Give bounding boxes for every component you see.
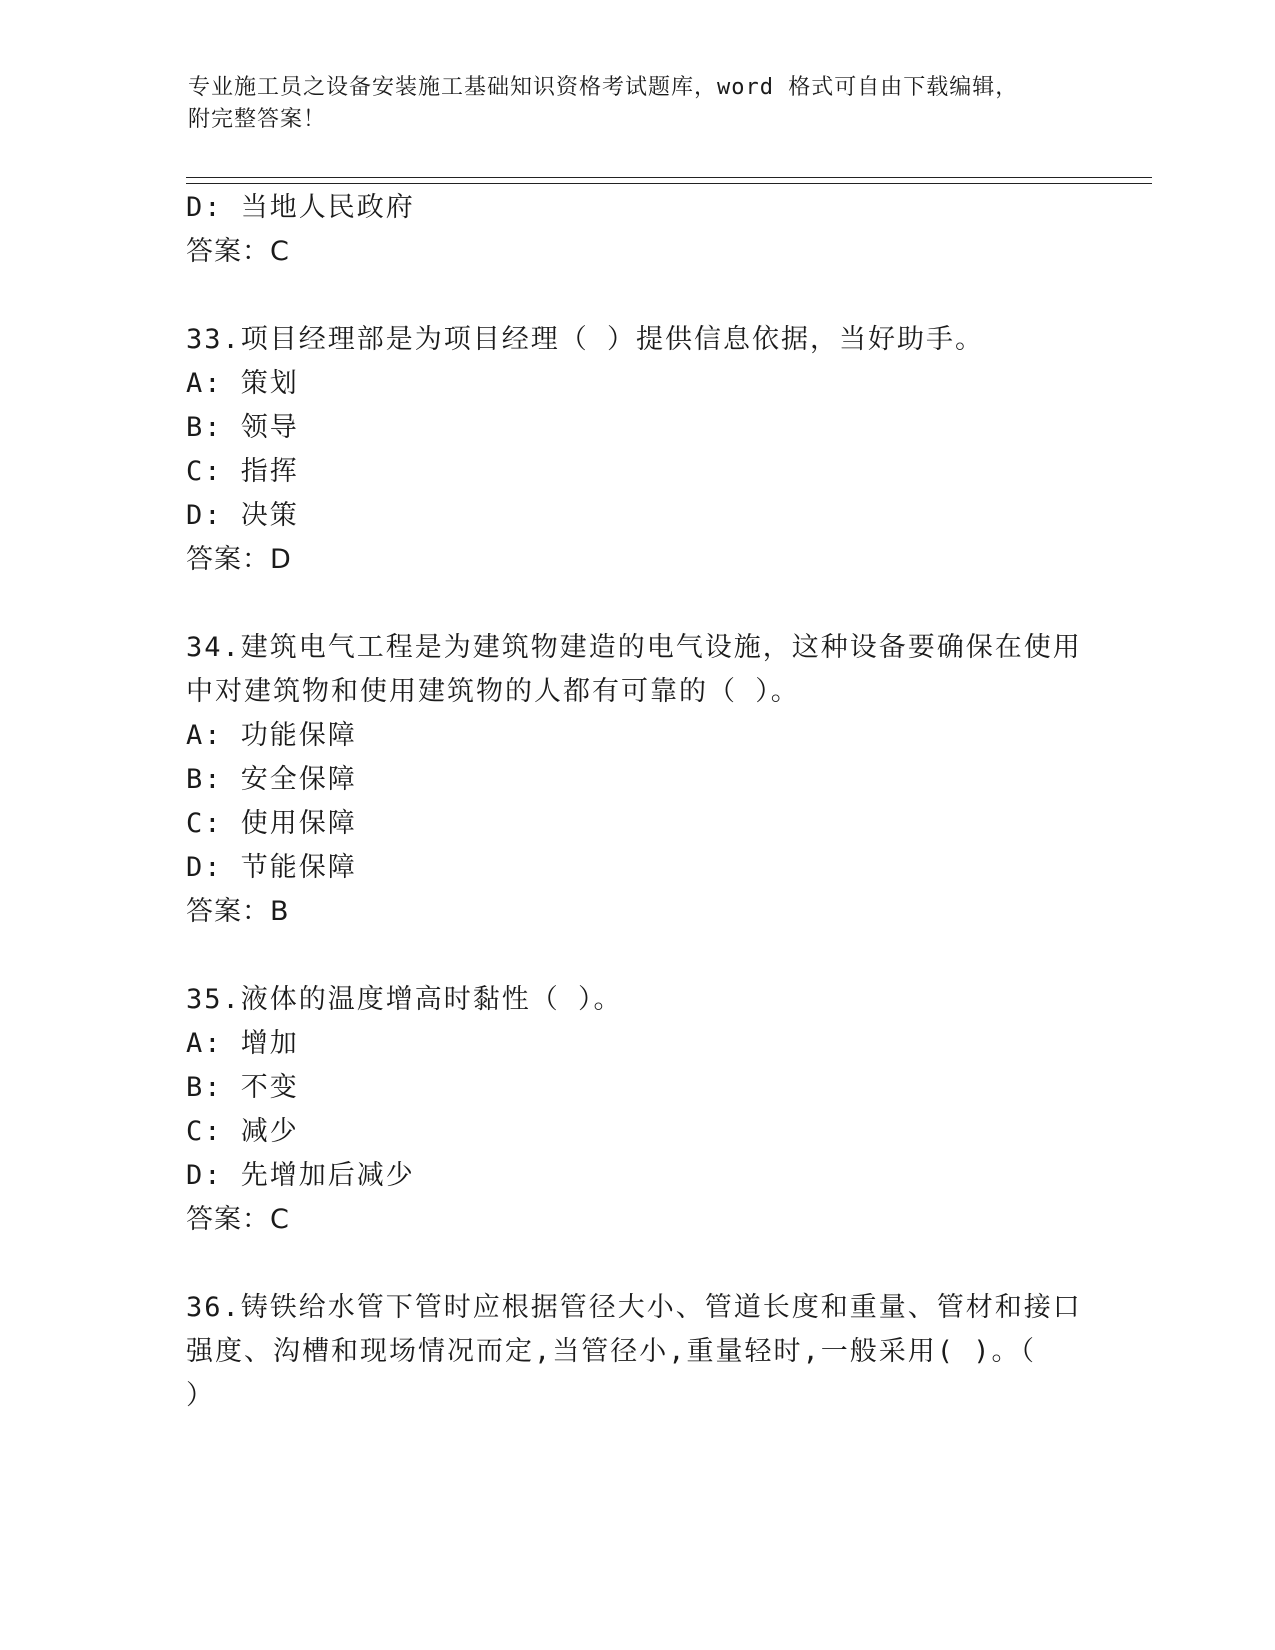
option-c: C: 指挥 [186,456,299,487]
option-d: D: 当地人民政府 [186,192,415,223]
option-d: D: 决策 [186,500,299,531]
option-a: A: 功能保障 [186,720,357,751]
question-stem: 35.液体的温度增高时黏性（ ）。 [186,984,623,1015]
header-divider-top [186,177,1152,178]
header-line-2: 附完整答案！ [188,107,327,132]
option-c: C: 使用保障 [186,808,357,839]
header-line-1: 专业施工员之设备安装施工基础知识资格考试题库，word 格式可自由下载编辑， [188,75,1019,100]
question-stem: 33.项目经理部是为项目经理（ ）提供信息依据，当好助手。 [186,324,985,355]
option-d: D: 先增加后减少 [186,1160,415,1191]
question-stem: 34.建筑电气工程是为建筑物建造的电气设施，这种设备要确保在使用 [186,632,1082,663]
question-stem-continued: 强度、沟槽和现场情况而定,当管径小,重量轻时,一般采用( )。（ [186,1336,1037,1367]
question-stem: 36.铸铁给水管下管时应根据管径大小、管道长度和重量、管材和接口 [186,1292,1082,1323]
option-d: D: 节能保障 [186,852,357,883]
option-c: C: 减少 [186,1116,299,1147]
answer-line: 答案：D [186,544,292,575]
option-b: B: 领导 [186,412,299,443]
option-b: B: 安全保障 [186,764,357,795]
header-divider-bottom [186,183,1152,184]
option-a: A: 增加 [186,1028,299,1059]
question-stem-continued: ） [186,1380,215,1411]
question-stem-continued: 中对建筑物和使用建筑物的人都有可靠的（ ）。 [186,676,800,707]
answer-line: 答案：B [186,896,290,927]
option-b: B: 不变 [186,1072,299,1103]
answer-line: 答案：C [186,236,290,267]
option-a: A: 策划 [186,368,299,399]
answer-line: 答案：C [186,1204,290,1235]
document-header [188,72,1068,136]
